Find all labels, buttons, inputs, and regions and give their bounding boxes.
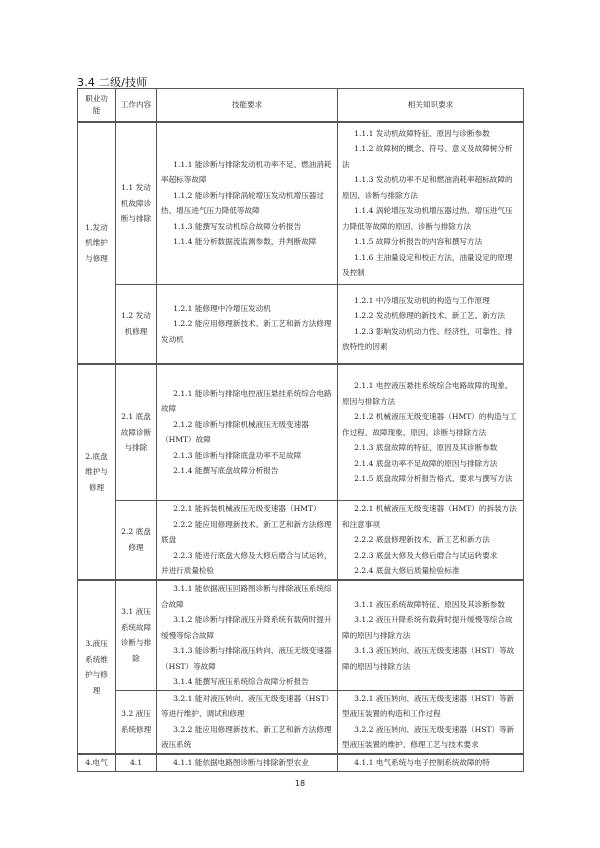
- skill-item: 1.2.1 能修理中冷增压发动机: [173, 303, 271, 313]
- skill-item: 4.1.1 能依据电路图诊断与排除新型农业: [173, 758, 309, 767]
- knowledge-item: 2.2.4 底盘大修后质量检验标准: [354, 566, 460, 575]
- skill-item: 1.1.3 能撰写发动机综合故障分析报告: [173, 221, 302, 231]
- knowledge-item: 3.1.3 液压转向、液压无级变速器（HST）等故障的原因与排除方法: [342, 646, 515, 671]
- page-number: 18: [294, 779, 306, 788]
- skills-cell: [157, 284, 338, 364]
- section-heading: 3.4 二级/技师: [77, 76, 148, 89]
- skill-item: 3.1.4 能撰写液压系统综合故障分析报告: [173, 677, 309, 686]
- skill-item: 2.1.2 能诊断与排除机械液压无级变速器（HMT）故障: [161, 419, 309, 445]
- knowledge-item: 1.1.6 主油量设定和校正方法，油量设定的原理及控制: [342, 252, 513, 278]
- knowledge-item: 1.2.3 影响发动机动力性、经济性、可靠性、排放特性的因素: [342, 326, 513, 352]
- knowledge-item: 1.1.2 故障树的概念、符号、意义及故障树分析法: [342, 144, 513, 169]
- duty-cell: 3.液压系统维护与修理: [78, 580, 116, 754]
- knowledge-cell: [338, 754, 524, 771]
- table-row: [78, 754, 524, 771]
- knowledge-cell: [338, 500, 524, 580]
- header-work: 工作内容: [116, 89, 157, 123]
- skill-item: 3.2.1 能对液压转向、液压无级变速器（HST）等进行维护、调试和修理: [161, 693, 330, 719]
- knowledge-item: 3.1.1 液压系统故障特征、原因及其诊断参数: [354, 599, 505, 609]
- skills-cell: [157, 754, 338, 771]
- work-cell: 3.2 液压系统修理: [116, 690, 157, 754]
- work-cell: 3.1 液压系统故障诊断与排除: [116, 580, 157, 690]
- skill-item: 3.1.1 能依据液压回路图诊断与排除液压系统综合故障: [161, 584, 332, 609]
- skill-item: 2.1.1 能诊断与排除电控液压悬挂系统综合电路故障: [161, 388, 332, 414]
- skills-cell: [157, 500, 338, 580]
- work-cell: 2.2 底盘修理: [116, 500, 157, 580]
- knowledge-item: 3.2.2 液压转向、液压无级变速器（HST）等新型液压装置的维护、修理工艺与技术要求: [342, 724, 515, 750]
- knowledge-item: 1.2.2 发动机修理的新技术、新工艺、新方法: [354, 311, 505, 321]
- skill-item: 2.2.3 能进行底盘大修及大修后磨合与试运转，并进行质量检验: [161, 550, 332, 575]
- work-cell: 1.1 发动机故障诊断与排除: [116, 122, 157, 284]
- knowledge-item: 1.1.3 发动机功率不足和燃油消耗率超标故障的原因、诊断与排除方法: [342, 175, 513, 200]
- duty-cell: 4.电气: [78, 754, 116, 771]
- table-row: [78, 690, 524, 754]
- skills-cell: [157, 690, 338, 754]
- knowledge-cell: [338, 364, 524, 500]
- knowledge-cell: [338, 122, 524, 284]
- knowledge-item: 2.1.1 电控液压悬挂系统综合电路故障的现象、原因与排除方法: [342, 381, 513, 406]
- skill-item: 2.2.1 能拆装机械液压无级变速器（HMT）: [173, 504, 321, 513]
- knowledge-item: 1.1.1 发动机故障特征、原因与诊断参数: [354, 128, 490, 138]
- skill-item: 3.2.2 能应用修理新技术、新工艺和新方法修理液压系统: [161, 724, 332, 750]
- knowledge-item: 3.1.2 液压升降系统有载荷时提升缓慢等综合故障的原因与排除方法: [342, 615, 513, 640]
- skills-cell: [157, 580, 338, 690]
- skill-item: 2.2.2 能应用修理新技术、新工艺和新方法修理底盘: [161, 519, 332, 544]
- knowledge-item: 4.1.1 电气系统与电子控制系统故障的特: [354, 758, 490, 767]
- skill-item: 3.1.2 能诊断与排除液压升降系统有载荷时提升缓慢等综合故障: [161, 615, 332, 640]
- knowledge-cell: [338, 284, 524, 364]
- work-cell: 4.1: [116, 754, 157, 771]
- header-duty: 职业功能: [78, 89, 116, 123]
- knowledge-item: 3.2.1 液压转向、液压无级变速器（HST）等新型液压装置的构造和工作过程: [342, 693, 515, 719]
- skill-item: 1.1.2 能诊断与排除涡轮增压发动机增压器过热、增压进气压力降低等故障: [161, 190, 324, 216]
- knowledge-item: 1.2.1 中冷增压发动机的构造与工作原理: [354, 295, 490, 305]
- knowledge-cell: [338, 690, 524, 754]
- skill-item: 2.1.4 能撰写底盘故障分析报告: [173, 466, 279, 476]
- knowledge-item: 2.2.2 底盘修理新技术、新工艺和新方法: [354, 535, 490, 544]
- knowledge-item: 2.2.1 机械液压无级变速器（HMT）的拆装方法和注意事项: [342, 504, 517, 529]
- knowledge-item: 2.1.2 机械液压无级变速器（HMT）的构造与工作过程、故障现象、原因、诊断与排除方法: [342, 412, 517, 437]
- table-row: [78, 580, 524, 690]
- knowledge-item: 2.1.3 底盘故障的特征、原因及其诊断参数: [354, 443, 498, 452]
- table-row: [78, 284, 524, 364]
- skill-item: 1.2.2 能应用修理新技术、新工艺和新方法修理发动机: [161, 319, 332, 344]
- knowledge-item: 2.1.5 底盘故障分析报告格式、要求与撰写方法: [354, 474, 513, 483]
- skill-item: 3.1.3 能诊断与排除液压转向、液压无级变速器（HST）等故障: [161, 646, 332, 671]
- knowledge-item: 1.1.4 涡轮增压发动机增压器过热、增压进气压力降低等故障的原因、诊断与排除方法: [342, 206, 513, 231]
- duty-cell: 1.发动机维护与修理: [78, 122, 116, 364]
- knowledge-item: 1.1.5 故障分析报告的内容和撰写方法: [354, 237, 483, 247]
- knowledge-cell: [338, 580, 524, 690]
- skills-cell: [157, 122, 338, 284]
- skills-cell: [157, 364, 338, 500]
- skill-item: 1.1.1 能诊断与排除发动机功率不足、燃油消耗率超标等故障: [161, 159, 332, 185]
- header-knowledge: 相关知识要求: [338, 89, 524, 123]
- knowledge-item: 2.2.3 底盘大修及大修后磨合与试运转要求: [354, 550, 498, 560]
- skill-requirements-table: [77, 88, 524, 772]
- table-row: [78, 122, 524, 284]
- work-cell: 2.1 底盘故障诊断与排除: [116, 364, 157, 500]
- knowledge-item: 2.1.4 底盘功率不足故障的原因与排除方法: [354, 458, 498, 468]
- duty-cell: 2.底盘维护与修理: [78, 364, 116, 580]
- table-row: [78, 500, 524, 580]
- work-cell: 1.2 发动机修理: [116, 284, 157, 364]
- skill-item: 2.1.3 能诊断与排除底盘功率不足故障: [173, 450, 302, 460]
- skill-item: 1.1.4 能分析数据流监测参数，并判断故障: [173, 237, 317, 247]
- header-skills: 技能要求: [157, 89, 338, 123]
- table-row: [78, 364, 524, 500]
- table-header-row: [78, 89, 524, 123]
